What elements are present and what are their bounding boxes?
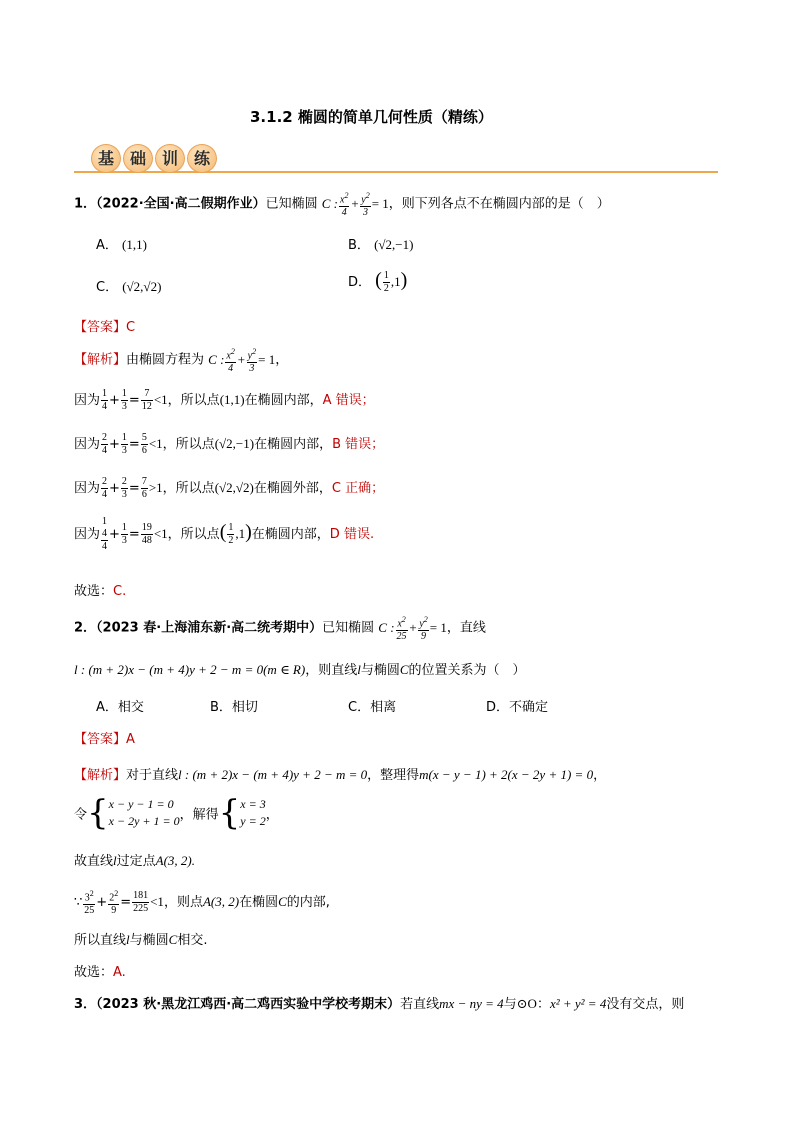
q1-option-a: A． (1,1) — [96, 237, 147, 253]
q2-line-equation: l : (m + 2)x − (m + 4)y + 2 − m = 0(m ∈ R) — [74, 662, 306, 677]
q1-answer: 【答案】C — [74, 320, 136, 335]
banner-char-1: 基 — [91, 144, 121, 173]
section-banner — [74, 138, 718, 176]
document-title: 3.1.2 椭圆的简单几何性质（精练） — [250, 108, 493, 126]
q2-inequality: ∵ $\frac{3^2}{25}$ + $\frac{2^2}{9}$ = $\frac{181}{225}$ <1，则点A(3, 2)在椭圆C的内部, — [74, 889, 330, 917]
q3-stem: 3．（2023 秋·黑龙江鸡西·高二鸡西实验中学校考期末）若直线mx − ny = 4与⊙O：x² + y² = 4没有交点，则 — [74, 996, 685, 1012]
q1-stem-text-2: ，则下列各点不在椭圆内部的是（ ） — [388, 196, 610, 212]
q1-conclusion: 故选：C. — [74, 584, 127, 599]
q1-stem — [74, 190, 610, 219]
q2-option-d: D．不确定 — [486, 700, 549, 715]
q2-fixed-point: 故直线l过定点A(3, 2). — [74, 853, 196, 869]
q2-option-a: A．相交 — [96, 700, 144, 715]
q1-analysis-line-3: 因为 $\frac{2}{4}$ + $\frac{2}{3}$ = $\frac{7}{6}$ >1，所以点(√2,√2)在椭圆外部，C 正确； — [74, 476, 385, 500]
q2-option-b: B．相切 — [210, 700, 258, 715]
banner-char-4: 练 — [187, 144, 217, 173]
q1-option-c: C． (√2,√2) — [96, 279, 162, 295]
q1-stem-text: 已知椭圆 — [265, 196, 318, 212]
q2-stem: 2．（2023 春·上海浦东新·高二统考期中）已知椭圆 C : $\frac{x^2}{25}$ + $\frac{y^2}{9}$ = 1，直线 — [74, 615, 486, 643]
q1-analysis-line-4: 因为 1 4 4 + $\frac{1}{3}$ = $\frac{19}{48}$ <1，所以点( $\frac{1}{2}$ ,1)在椭圆内部，D 错误. — [74, 516, 375, 552]
q1-ellipse-eq: C : $\frac{x^2}{4}$ + $\frac{y^2}{3}$ = 1 — [321, 191, 389, 219]
q1-number: 1． — [74, 196, 97, 212]
q1-option-b: B． (√2,−1) — [348, 237, 414, 253]
banner-char-2: 础 — [123, 144, 153, 173]
q2-option-c: C．相离 — [348, 700, 397, 715]
q2-stem-line-2: l : (m + 2)x − (m + 4)y + 2 − m = 0(m ∈ R)，则直线l与椭圆C的位置关系为（ ） — [74, 662, 526, 678]
q2-answer: 【答案】A — [74, 732, 135, 747]
q1-analysis-intro: 【解析】由椭圆方程为 C : $\frac{x^2}{4}$ + $\frac{y^2}{3}$ = 1， — [74, 347, 289, 375]
q2-analysis-line-1: 【解析】对于直线l : (m + 2)x − (m + 4)y + 2 − m = 0，整理得m(x − y − 1) + 2(x − 2y + 1) = 0， — [74, 767, 607, 783]
q1-analysis-line-1: 因为 $\frac{1}{4}$ + $\frac{1}{3}$ = $\frac{7}{12}$ <1，所以点(1,1)在椭圆内部，A 错误； — [74, 388, 375, 412]
q1-analysis-line-2: 因为 $\frac{2}{4}$ + $\frac{1}{3}$ = $\frac{5}{6}$ <1，所以点(√2,−1)在椭圆内部，B 错误； — [74, 432, 385, 456]
q1-option-d: D． ( $\frac{1}{2}$ ,1) — [348, 269, 408, 294]
q2-analysis-system: 令{ x − y − 1 = 0 x − 2y + 1 = 0 ，解得{ x = 3 y = 2 ， — [74, 793, 279, 833]
q2-conclusion: 故选：A. — [74, 965, 126, 980]
banner-char-3: 训 — [155, 144, 185, 173]
q2-so: 所以直线l与椭圆C相交. — [74, 932, 208, 948]
q1-source: （2022·全国·高二假期作业） — [96, 196, 266, 212]
